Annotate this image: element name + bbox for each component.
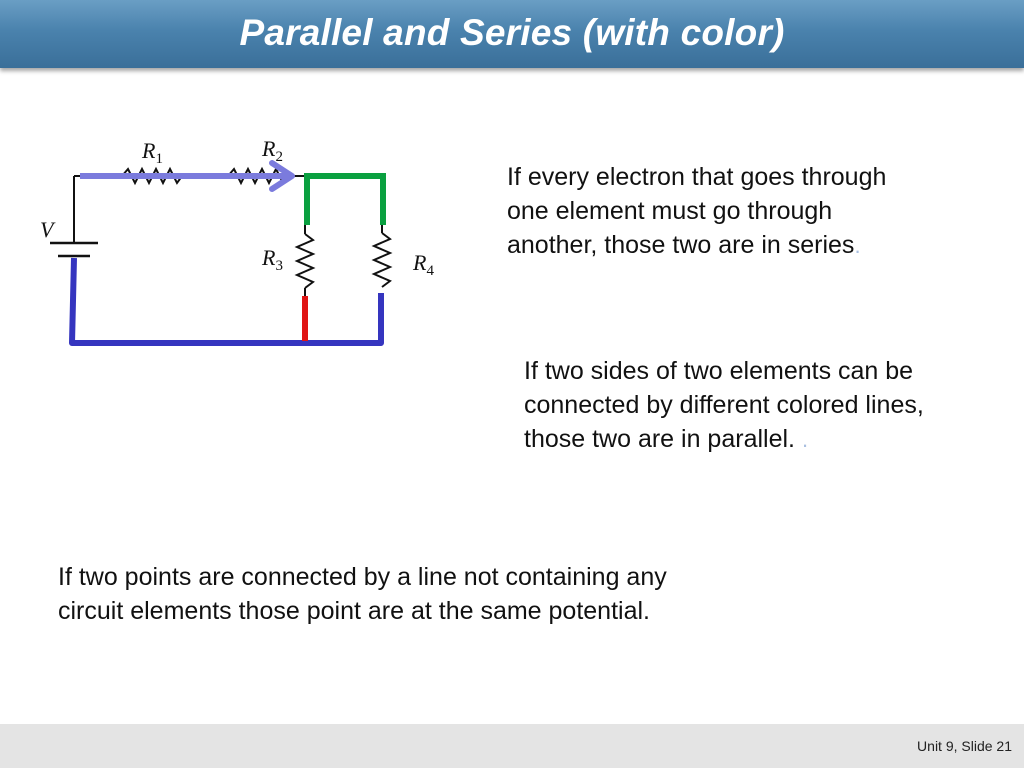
r1-letter: R	[142, 138, 156, 163]
r4-index: 4	[426, 263, 434, 279]
slide-title: Parallel and Series (with color)	[239, 12, 785, 53]
r2-label	[261, 136, 283, 165]
blue-wire-left	[72, 258, 304, 343]
green-wire	[307, 176, 383, 225]
r1-label	[141, 138, 163, 167]
source-label: V	[40, 217, 54, 242]
blue-wire-right	[304, 293, 381, 343]
r3-label	[261, 245, 283, 274]
series-explanation	[507, 160, 927, 263]
series-text: If every electron that goes through one element must go through another, those two are in series	[507, 163, 887, 259]
r2-index: 2	[275, 149, 283, 165]
potential-explanation: If two points are connected by a line not containing any circuit elements those point are at the same potential.	[58, 563, 667, 625]
r3-index: 3	[275, 258, 283, 274]
footer-bar	[0, 724, 1024, 768]
parallel-faint-dot: .	[801, 427, 809, 452]
r3-letter: R	[262, 245, 276, 270]
resistor-r4	[374, 233, 390, 287]
r2-letter: R	[262, 136, 276, 161]
parallel-explanation	[524, 354, 944, 457]
r1-index: 1	[155, 151, 163, 167]
r4-letter: R	[413, 250, 427, 275]
slide-number: Unit 9, Slide 21	[917, 738, 1012, 754]
resistor-r3	[297, 234, 313, 288]
series-faint-dot: .	[854, 233, 861, 258]
parallel-text: If two sides of two elements can be connected by different colored lines, those two are in parallel.	[524, 357, 924, 453]
r4-label	[412, 250, 434, 279]
